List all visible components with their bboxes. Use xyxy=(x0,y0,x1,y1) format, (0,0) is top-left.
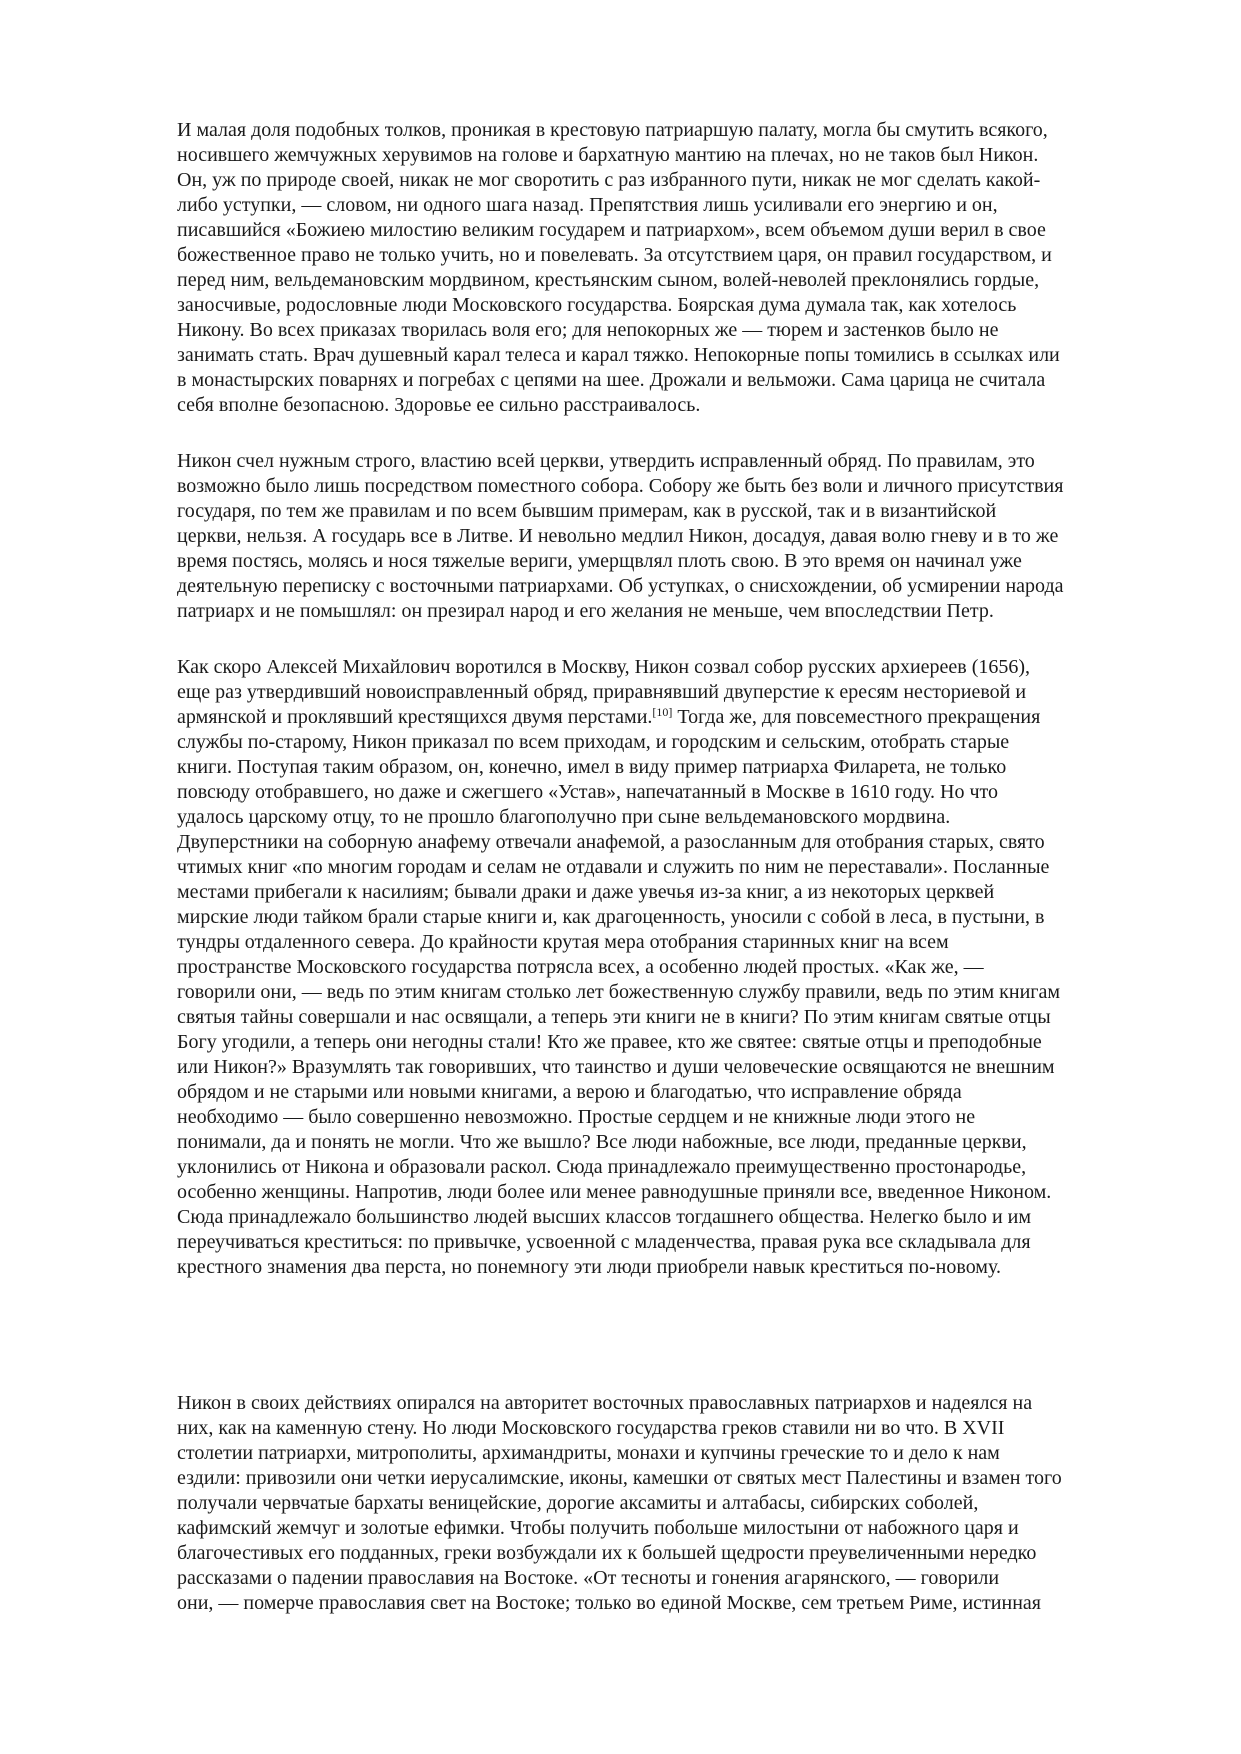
text-line: писавшийся «Божиею милостию великим государем и патриархом», всем объемом души верил в свое xyxy=(177,219,1046,241)
text-line: Никону. Во всех приказах творилась воля его; для непокорных же — тюрем и застенков было не xyxy=(177,319,999,341)
text-line: Как скоро Алексей Михайлович воротился в Москву, Никон созвал собор русских архиереев (1656), xyxy=(177,656,1031,678)
text-line: перед ним, вельдемановским мордвином, крестьянским сыном, волей-неволей преклонялись гордые, xyxy=(177,269,1040,291)
text-line: еще раз утвердивший новоисправленный обряд, приравнявший двуперстие к ересям несториевой и xyxy=(177,681,1027,703)
text-line: святыя тайны совершали и нас освящали, а теперь эти книги не в книги? По этим книгам святые отцы xyxy=(177,1006,1051,1028)
text-line: чтимых книг «по многим городам и селам не отдавали и служить по ним не переставали». Посланные xyxy=(177,856,1050,878)
text-line: мирские люди тайком брали старые книги и, как драгоценность, уносили с собой в леса, в пустыни, в xyxy=(177,906,1045,928)
text-line: занимать стать. Врач душевный карал телеса и карал тяжко. Непокорные попы томились в ссылках или xyxy=(177,344,1060,366)
paragraph-3 xyxy=(177,655,1077,1280)
text-line: государя, по тем же правилам и по всем бывшим примерам, как в русской, так и в византийской xyxy=(177,500,997,522)
text-line: говорили они, — ведь по этим книгам столько лет божественную службу правили, ведь по этим книгам xyxy=(177,981,1061,1003)
text-line: повсюду отобравшего, но даже и сжегшего «Устав», напечатанный в Москве в 1610 году. Но что xyxy=(177,781,998,803)
text-line: пространстве Московского государства потрясла всех, а особенно людей простых. «Как же, — xyxy=(177,956,984,978)
text-line: столетии патриархи, митрополиты, архимандриты, монахи и купчины греческие то и дело к нам xyxy=(177,1442,1000,1464)
text-line: уклонились от Никона и образовали раскол. Сюда принадлежало преимущественно простонародье, xyxy=(177,1156,1027,1178)
text-line: носившего жемчужных херувимов на голове и бархатную мантию на плечах, но не таков был Никон. xyxy=(177,144,1039,166)
text-line: Сюда принадлежало большинство людей высших классов тогдашнего общества. Нелегко было и им xyxy=(177,1206,1032,1228)
text-line: Двуперстники на соборную анафему отвечали анафемой, а разосланным для отобрания старых, свято xyxy=(177,831,1045,853)
text-line: особенно женщины. Напротив, люди более или менее равнодушные приняли все, введенное Никоном. xyxy=(177,1181,1052,1203)
text-line: понимали, да и понять не могли. Что же вышло? Все люди набожные, все люди, преданные церкви, xyxy=(177,1131,1027,1153)
text-line: они, — померче православия свет на Востоке; только во единой Москве, сем третьем Риме, истинная xyxy=(177,1592,1041,1614)
text-line: них, как на каменную стену. Но люди Московского государства греков ставили ни во что. В XVII xyxy=(177,1417,1005,1439)
text-line: тундры отдаленного севера. До крайности крутая мера отобрания старинных книг на всем xyxy=(177,931,949,953)
text-line: деятельную переписку с восточными патриархами. Об уступках, о снисхождении, об усмирении народа xyxy=(177,575,1064,597)
text-line-start: армянской и проклявший крестящихся двумя перстами. xyxy=(177,706,653,728)
text-line: либо уступки, — словом, ни одного шага назад. Препятствия лишь усиливали его энергию и он, xyxy=(177,194,998,216)
text-line: крестного знамения два перста, но понемногу эти люди приобрели навык креститься по-новому. xyxy=(177,1256,1001,1278)
text-line: получали червчатые бархаты веницейские, дорогие аксамиты и алтабасы, сибирских соболей, xyxy=(177,1492,979,1514)
text-line: необходимо — было совершенно невозможно. Простые сердцем и не книжные люди этого не xyxy=(177,1106,976,1128)
text-line: удалось царскому отцу, то не прошло благополучно при сыне вельдемановского мордвина. xyxy=(177,806,951,828)
text-line: обрядом и не старыми или новыми книгами, а верою и благодатью, что исправление обряда xyxy=(177,1081,962,1103)
text-line: церкви, нельзя. А государь все в Литве. И невольно медлил Никон, досадуя, давая волю гневу и в то же xyxy=(177,525,1059,547)
text-line: Он, уж по природе своей, никак не мог своротить с раз избранного пути, никак не мог сделать какой- xyxy=(177,169,1041,191)
text-line-end: Тогда же, для повсеместного прекращения xyxy=(672,706,1041,728)
text-line: благочестивых его подданных, греки возбуждали их к большей щедрости преувеличенными нередко xyxy=(177,1542,1037,1564)
paragraph-1 xyxy=(177,118,1077,418)
text-line: рассказами о падении православия на Востоке. «От тесноты и гонения агарянского, — говорили xyxy=(177,1567,1000,1589)
text-line: заносчивые, родословные люди Московского государства. Боярская дума думала так, как хотелось xyxy=(177,294,1017,316)
text-line: Никон счел нужным строго, властию всей церкви, утвердить исправленный обряд. По правилам, это xyxy=(177,450,1035,472)
text-line: службы по-старому, Никон приказал по всем приходам, и городским и сельским, отобрать старые xyxy=(177,731,1010,753)
footnote-reference-link[interactable]: [10] xyxy=(652,705,673,719)
text-line: божественное право не только учить, но и повелевать. За отсутствием царя, он правил государством, и xyxy=(177,244,1052,266)
text-line: ездили: привозили они четки иерусалимские, иконы, камешки от святых мест Палестины и взамен того xyxy=(177,1467,1062,1489)
text-line: Богу угодили, а теперь они негодны стали! Кто же правее, кто же святее: святые отцы и преподобные xyxy=(177,1031,1042,1053)
text-line: или Никон?» Вразумлять так говоривших, что таинство и души человеческие освящаются не внешним xyxy=(177,1056,1055,1078)
paragraph-4 xyxy=(177,1391,1077,1616)
text-line: Никон в своих действиях опирался на авторитет восточных православных патриархов и надеялся на xyxy=(177,1392,1033,1414)
text-line: возможно было лишь посредством поместного собора. Собору же быть без воли и личного присутствия xyxy=(177,475,1064,497)
text-line: переучиваться креститься: по привычке, усвоенной с младенчества, правая рука все складывала для xyxy=(177,1231,1031,1253)
text-line-with-footnote xyxy=(177,705,1077,730)
text-line: И малая доля подобных толков, проникая в крестовую патриаршую палату, могла бы смутить всякого, xyxy=(177,119,1048,141)
text-line: книги. Поступая таким образом, он, конечно, имел в виду пример патриарха Филарета, не только xyxy=(177,756,1007,778)
paragraph-2 xyxy=(177,449,1077,624)
text-line: в монастырских поварнях и погребах с цепями на шее. Дрожали и вельможи. Сама царица не считала xyxy=(177,369,1046,391)
text-line: себя вполне безопасною. Здоровье ее сильно расстраивалось. xyxy=(177,394,701,416)
text-line: местами прибегали к насилиям; бывали драки и даже увечья из-за книг, а из некоторых церквей xyxy=(177,881,995,903)
text-line: патриарх и не помышлял: он презирал народ и его желания не меньше, чем впоследствии Петр. xyxy=(177,600,994,622)
text-line: кафимский жемчуг и золотые ефимки. Чтобы получить побольше милостыни от набожного царя и xyxy=(177,1517,1019,1539)
text-line: время постясь, молясь и нося тяжелые вериги, умерщвлял плоть свою. В это время он начинал уже xyxy=(177,550,1022,572)
